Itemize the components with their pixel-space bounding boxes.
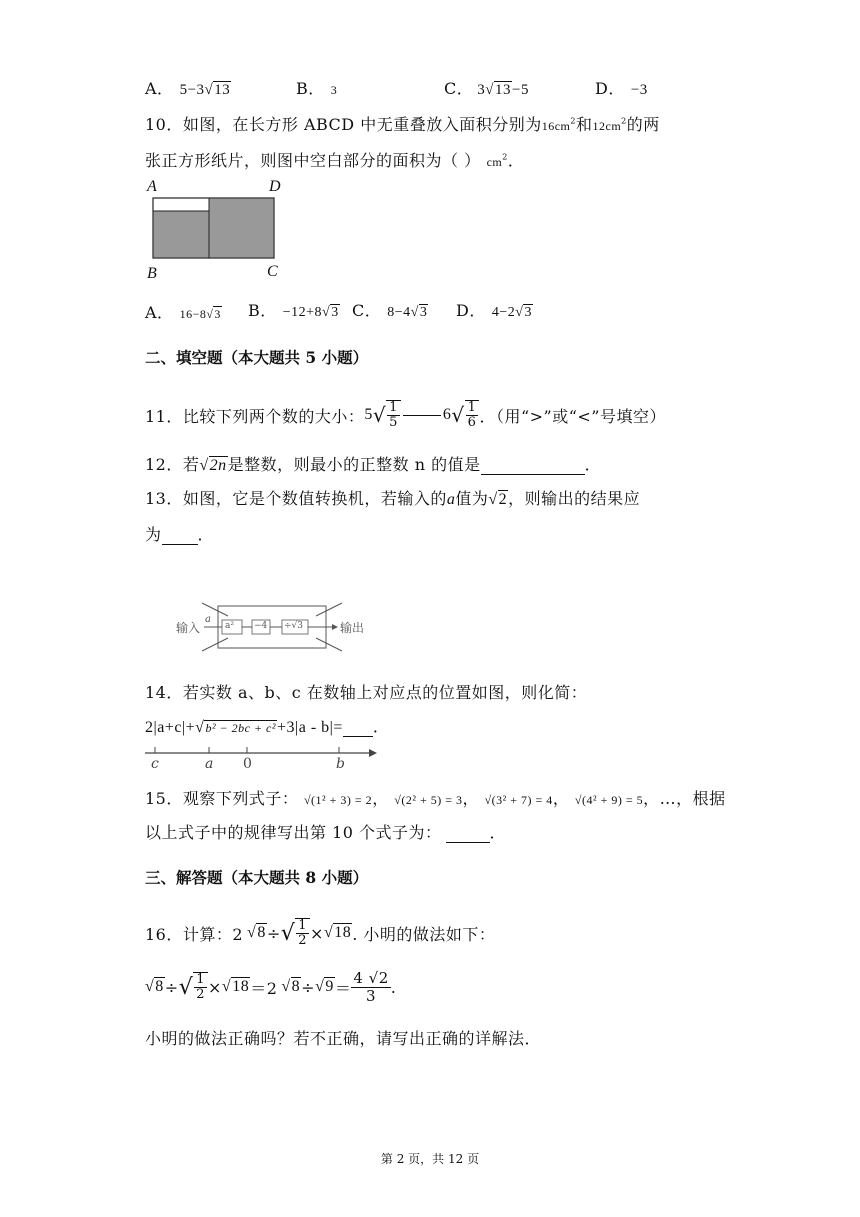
axis-label-zero: 0	[243, 756, 252, 772]
label-d: D	[269, 178, 281, 195]
q13-blank[interactable]	[162, 528, 198, 545]
axis-label-b: b	[336, 756, 345, 772]
label-b: B	[147, 265, 157, 282]
axis-label-a: a	[205, 756, 214, 772]
input-var: a	[205, 614, 211, 625]
q15-blank[interactable]	[446, 826, 490, 843]
q9-option-d: D． −3	[595, 79, 648, 98]
q10-option-d: D． 4−2√3	[456, 301, 532, 320]
axis-label-c: c	[151, 756, 159, 772]
q16-line3: 小明的做法正确吗？若不正确，请写出正确的详解法．	[145, 1029, 542, 1048]
q11: 11．比较下列两个数的大小： 5 √ $\frac{1}{5}$ 6 √ $\frac{1}{6}$ ．（用“>”或“<”号填空）	[145, 400, 666, 431]
q10-option-c: C． 8−4√3	[352, 301, 428, 320]
label-c: C	[267, 263, 278, 280]
rectangle-figure	[145, 180, 285, 284]
divide-box: ÷√3	[284, 621, 304, 631]
conversion-machine	[172, 600, 372, 654]
q10-option-b: B． −12+8√3	[248, 301, 339, 320]
q13-line1: 13．如图，它是个数值转换机，若输入的a值为√2，则输出的结果应	[145, 489, 641, 508]
output-label: 输出	[340, 621, 365, 635]
number-line	[145, 742, 385, 776]
q15-line2: 以上式子中的规律写出第 10 个式子为： ．	[145, 823, 507, 842]
q16-line2: √8 ÷ √ $\frac{1}{2}$ × √18 ＝2 √8 ÷ √9 ＝ $\frac{4 √2}{3}$ .	[145, 969, 397, 1005]
minus-box: −4	[254, 621, 268, 631]
q14-line1: 14．若实数 a、b、c 在数轴上对应点的位置如图，则化简：	[145, 683, 588, 702]
q9-option-c: C． 3√13−5	[444, 79, 529, 98]
q11-blank[interactable]	[403, 415, 441, 416]
square-box: a²	[225, 621, 234, 631]
input-label: 输入	[176, 621, 201, 635]
page-footer: 第 2 页，共 12 页	[380, 1152, 480, 1166]
q10-line2: 张正方形纸片，则图中空白部分的面积为（ ） $cm^2$．	[145, 151, 525, 170]
q13-line2: 为 ．	[145, 525, 215, 544]
section-3-title: 三、解答题（本大题共 8 小题）	[145, 868, 369, 887]
q14-blank[interactable]	[343, 720, 373, 737]
q12-blank[interactable]	[481, 458, 585, 475]
q10-line1: 10．如图，在长方形 ABCD 中无重叠放入面积分别为$16cm^2$和$12cm^2$的两	[145, 115, 660, 134]
label-a: A	[147, 178, 157, 195]
q9-option-a: A． 5−3√13	[145, 79, 231, 98]
q10-option-a: A． 16−8√3	[145, 303, 221, 322]
q12: 12．若√2n是整数，则最小的正整数 n 的值是 ．	[145, 455, 602, 474]
q9-option-b: B． 3	[296, 79, 338, 98]
section-2-title: 二、填空题（本大题共 5 小题）	[145, 348, 369, 367]
q14-expression: 2|a+c|+√b² − 2bc + c²+3|a ‑ b|= ．	[145, 717, 390, 736]
q16-line1: 16．计算：2 √8 ÷ √ $\frac{1}{2}$ × √18 . 小明的做法如下：	[145, 918, 496, 949]
q15-line1: 15．观察下列式子： √(1² + 3) = 2， √(2² + 5) = 3， √(3² + 7) = 4， √(4² + 9) = 5，…，根据	[145, 789, 726, 808]
